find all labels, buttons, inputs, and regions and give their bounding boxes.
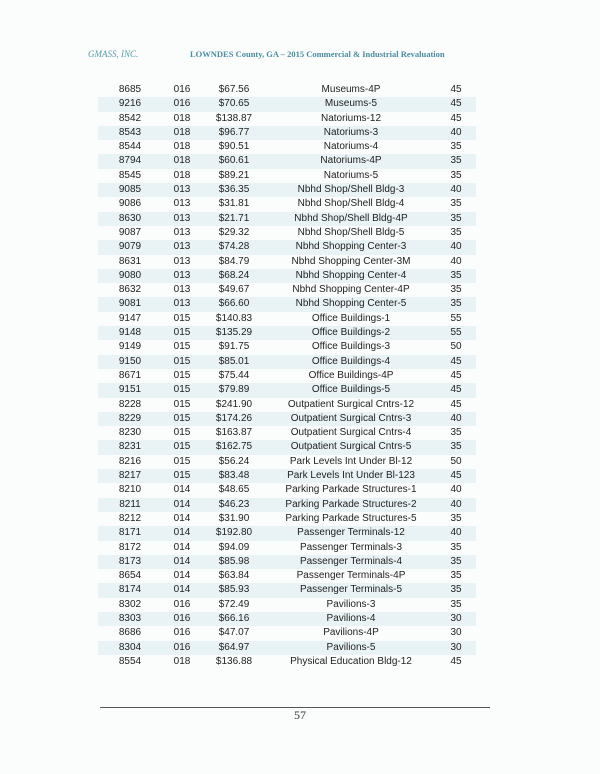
row-id: 8212 — [118, 512, 142, 524]
row-life: 30 — [436, 641, 476, 655]
row-code: 015 — [173, 427, 191, 439]
row-price: $85.93 — [202, 583, 266, 597]
row-description: Nbhd Shop/Shell Bldg-5 — [297, 226, 405, 238]
row-life: 35 — [436, 269, 476, 283]
row-code: 016 — [162, 641, 202, 655]
row-description: Office Buildings-1 — [311, 312, 391, 324]
row-price: $174.26 — [202, 412, 266, 426]
table-row — [98, 626, 476, 640]
row-life: 50 — [450, 341, 462, 353]
table-row — [98, 297, 476, 311]
row-description: Nbhd Shop/Shell Bldg-4P — [266, 212, 436, 226]
row-code: 013 — [162, 183, 202, 197]
table-row — [98, 612, 476, 626]
table-row — [98, 398, 476, 412]
row-id: 9150 — [98, 355, 162, 369]
row-price: $29.32 — [218, 226, 250, 238]
table-row — [98, 255, 476, 269]
table-row — [98, 541, 476, 555]
row-description: Nbhd Shop/Shell Bldg-3 — [266, 183, 436, 197]
table-row — [98, 212, 476, 226]
row-id: 8174 — [98, 583, 162, 597]
row-code: 018 — [173, 112, 191, 124]
row-price: $56.24 — [218, 455, 250, 467]
row-id: 8217 — [98, 469, 162, 483]
row-life: 40 — [436, 240, 476, 254]
row-life: 35 — [450, 427, 462, 439]
row-life: 35 — [450, 169, 462, 181]
row-description: Nbhd Shopping Center-3 — [266, 240, 436, 254]
row-price: $84.79 — [218, 255, 250, 267]
row-price: $49.67 — [218, 284, 250, 296]
row-description: Parking Parkade Structures-1 — [285, 484, 417, 496]
row-code: 018 — [173, 169, 191, 181]
row-life: 30 — [436, 612, 476, 626]
row-life: 45 — [436, 355, 476, 369]
table-row — [98, 555, 476, 569]
table-row — [98, 197, 476, 211]
row-id: 8554 — [118, 655, 142, 667]
row-life: 45 — [436, 469, 476, 483]
row-id: 8211 — [98, 498, 162, 512]
table-row — [98, 226, 476, 240]
row-description: Physical Education Bldg-12 — [290, 655, 412, 667]
row-id: 8172 — [118, 541, 142, 553]
row-id: 9079 — [98, 240, 162, 254]
row-id: 8210 — [118, 484, 142, 496]
row-code: 014 — [162, 583, 202, 597]
table-row — [98, 412, 476, 426]
row-id: 8794 — [98, 154, 162, 168]
row-description: Parking Parkade Structures-2 — [266, 498, 436, 512]
row-id: 8230 — [118, 427, 142, 439]
table-row — [98, 312, 476, 326]
row-id: 8630 — [98, 212, 162, 226]
row-life: 35 — [436, 583, 476, 597]
row-code: 015 — [162, 469, 202, 483]
table-row — [98, 440, 476, 454]
row-life: 35 — [450, 512, 462, 524]
row-life: 40 — [436, 412, 476, 426]
row-price: $46.23 — [202, 498, 266, 512]
row-life: 35 — [450, 284, 462, 296]
row-price: $31.90 — [218, 512, 250, 524]
row-id: 8671 — [118, 369, 142, 381]
row-life: 35 — [450, 570, 462, 582]
row-life: 35 — [450, 541, 462, 553]
row-code: 014 — [173, 512, 191, 524]
row-code: 015 — [173, 455, 191, 467]
row-price: $60.61 — [202, 154, 266, 168]
row-id: 8686 — [118, 627, 142, 639]
row-id: 9147 — [118, 312, 142, 324]
row-code: 018 — [162, 126, 202, 140]
row-description: Natoriums-12 — [320, 112, 382, 124]
table-row — [98, 483, 476, 497]
row-code: 016 — [173, 598, 191, 610]
row-id: 8543 — [98, 126, 162, 140]
row-description: Park Levels Int Under Bl-12 — [289, 455, 413, 467]
row-description: Nbhd Shopping Center-4P — [292, 284, 410, 296]
row-id: 8632 — [118, 284, 142, 296]
row-description: Museums-4P — [321, 84, 381, 95]
row-id: 9080 — [98, 269, 162, 283]
row-description: Nbhd Shop/Shell Bldg-4 — [297, 198, 405, 210]
row-id: 8654 — [118, 570, 142, 582]
table-row — [98, 369, 476, 383]
page-number: 57 — [294, 708, 306, 722]
row-code: 014 — [162, 555, 202, 569]
row-description: Pavilions-5 — [266, 641, 436, 655]
row-description: Natoriums-5 — [323, 169, 379, 181]
row-price: $66.60 — [202, 297, 266, 311]
row-id: 8171 — [98, 526, 162, 540]
row-code: 014 — [173, 484, 191, 496]
row-code: 015 — [173, 398, 191, 410]
row-life: 35 — [436, 555, 476, 569]
row-description: Passenger Terminals-3 — [299, 541, 403, 553]
row-code: 013 — [162, 240, 202, 254]
row-id: 8228 — [118, 398, 142, 410]
row-description: Outpatient Surgical Cntrs-5 — [266, 440, 436, 454]
row-description: Outpatient Surgical Cntrs-3 — [266, 412, 436, 426]
table-row — [98, 469, 476, 483]
row-life: 45 — [450, 655, 462, 667]
row-life: 45 — [450, 369, 462, 381]
row-price: $36.35 — [202, 183, 266, 197]
row-code: 014 — [162, 526, 202, 540]
row-price: $79.89 — [202, 383, 266, 397]
row-id: 8302 — [118, 598, 142, 610]
row-code: 018 — [173, 141, 191, 153]
table-row — [98, 355, 476, 369]
table-row — [98, 512, 476, 526]
row-code: 013 — [173, 255, 191, 267]
table-row — [98, 426, 476, 440]
row-price: $74.28 — [202, 240, 266, 254]
row-life: 30 — [450, 627, 462, 639]
row-life: 35 — [450, 598, 462, 610]
table-row — [98, 326, 476, 340]
row-description: Nbhd Shopping Center-3M — [291, 255, 411, 267]
row-description: Parking Parkade Structures-5 — [285, 512, 417, 524]
row-code: 015 — [173, 369, 191, 381]
row-code: 015 — [162, 326, 202, 340]
row-description: Pavilions-3 — [326, 598, 376, 610]
row-life: 45 — [450, 398, 462, 410]
row-price: $83.48 — [202, 469, 266, 483]
row-price: $48.65 — [218, 484, 250, 496]
row-id: 9081 — [98, 297, 162, 311]
row-price: $136.88 — [215, 655, 253, 667]
row-id: 8231 — [98, 440, 162, 454]
row-id: 8304 — [98, 641, 162, 655]
row-id: 9149 — [118, 341, 142, 353]
row-life: 35 — [450, 141, 462, 153]
table-row — [98, 283, 476, 297]
table-row — [98, 112, 476, 126]
row-price: $75.44 — [218, 369, 250, 381]
row-description: Park Levels Int Under Bl-123 — [266, 469, 436, 483]
table-row — [98, 154, 476, 168]
row-description: Nbhd Shopping Center-5 — [266, 297, 436, 311]
row-life: 40 — [450, 255, 462, 267]
row-life: 45 — [450, 84, 462, 95]
row-description: Office Buildings-4P — [308, 369, 394, 381]
row-id: 9148 — [98, 326, 162, 340]
row-code: 013 — [173, 284, 191, 296]
table-row — [98, 641, 476, 655]
row-price: $70.65 — [202, 97, 266, 111]
row-price: $68.24 — [202, 269, 266, 283]
row-price: $85.01 — [202, 355, 266, 369]
row-id: 8216 — [118, 455, 142, 467]
row-code: 016 — [162, 97, 202, 111]
document-title: LOWNDES County, GA – 2015 Commercial & Industrial Revaluation — [190, 49, 445, 59]
table-row — [98, 169, 476, 183]
row-code: 016 — [173, 84, 191, 95]
table-row — [98, 498, 476, 512]
row-code: 013 — [173, 198, 191, 210]
row-life: 45 — [436, 383, 476, 397]
row-id: 8631 — [118, 255, 142, 267]
table-row — [98, 83, 476, 97]
row-id: 9086 — [118, 198, 142, 210]
row-price: $90.51 — [218, 141, 250, 153]
row-life: 40 — [436, 526, 476, 540]
table-row — [98, 240, 476, 254]
row-description: Nbhd Shopping Center-4 — [266, 269, 436, 283]
row-id: 9151 — [98, 383, 162, 397]
row-life: 45 — [450, 112, 462, 124]
row-description: Pavilions-4P — [323, 627, 379, 639]
row-code: 014 — [173, 570, 191, 582]
row-price: $31.81 — [218, 198, 250, 210]
row-code: 015 — [162, 355, 202, 369]
row-price: $241.90 — [215, 398, 253, 410]
row-price: $72.49 — [218, 598, 250, 610]
row-price: $21.71 — [202, 212, 266, 226]
row-code: 013 — [162, 269, 202, 283]
row-description: Natoriums-4 — [323, 141, 379, 153]
row-id: 8229 — [98, 412, 162, 426]
table-row — [98, 526, 476, 540]
row-price: $91.75 — [218, 341, 250, 353]
table-row — [98, 126, 476, 140]
row-price: $138.87 — [215, 112, 253, 124]
row-description: Natoriums-3 — [266, 126, 436, 140]
row-price: $96.77 — [202, 126, 266, 140]
row-code: 013 — [162, 212, 202, 226]
row-description: Passenger Terminals-5 — [266, 583, 436, 597]
company-name: GMASS, INC. — [88, 49, 139, 59]
row-code: 015 — [162, 383, 202, 397]
row-id: 9087 — [118, 226, 142, 238]
row-description: Passenger Terminals-4 — [266, 555, 436, 569]
row-life: 35 — [436, 440, 476, 454]
table-row — [98, 598, 476, 612]
row-life: 35 — [436, 212, 476, 226]
row-code: 016 — [173, 627, 191, 639]
table-row — [98, 97, 476, 111]
row-id: 8685 — [118, 84, 142, 95]
row-code: 015 — [162, 412, 202, 426]
row-id: 9085 — [98, 183, 162, 197]
row-description: Passenger Terminals-12 — [266, 526, 436, 540]
row-life: 40 — [436, 183, 476, 197]
row-life: 35 — [450, 226, 462, 238]
cost-table — [98, 83, 476, 669]
row-code: 013 — [173, 226, 191, 238]
row-price: $63.84 — [218, 570, 250, 582]
table-row — [98, 269, 476, 283]
row-id: 8542 — [118, 112, 142, 124]
table-row — [98, 340, 476, 354]
row-code: 014 — [162, 498, 202, 512]
row-code: 015 — [162, 440, 202, 454]
row-life: 45 — [436, 97, 476, 111]
table-row — [98, 455, 476, 469]
row-code: 018 — [173, 655, 191, 667]
table-row — [98, 383, 476, 397]
table-row — [98, 569, 476, 583]
row-price: $192.80 — [202, 526, 266, 540]
table-row — [98, 583, 476, 597]
row-life: 40 — [436, 498, 476, 512]
row-description: Office Buildings-5 — [266, 383, 436, 397]
row-description: Pavilions-4 — [266, 612, 436, 626]
row-id: 8173 — [98, 555, 162, 569]
row-price: $66.16 — [202, 612, 266, 626]
row-price: $163.87 — [215, 427, 253, 439]
row-price: $140.83 — [215, 312, 253, 324]
row-life: 55 — [450, 312, 462, 324]
row-id: 9216 — [98, 97, 162, 111]
table-row — [98, 183, 476, 197]
row-description: Outpatient Surgical Cntrs-12 — [287, 398, 415, 410]
row-id: 8303 — [98, 612, 162, 626]
row-description: Outpatient Surgical Cntrs-4 — [290, 427, 412, 439]
row-code: 018 — [162, 154, 202, 168]
table-row — [98, 655, 476, 669]
row-price: $89.21 — [218, 169, 250, 181]
row-price: $85.98 — [202, 555, 266, 569]
row-life: 35 — [450, 198, 462, 210]
row-description: Office Buildings-4 — [266, 355, 436, 369]
row-life: 55 — [436, 326, 476, 340]
row-id: 8545 — [118, 169, 142, 181]
row-life: 35 — [436, 154, 476, 168]
row-price: $47.07 — [218, 627, 250, 639]
row-life: 40 — [450, 484, 462, 496]
row-description: Passenger Terminals-4P — [296, 570, 406, 582]
row-price: $64.97 — [202, 641, 266, 655]
row-description: Natoriums-4P — [266, 154, 436, 168]
row-code: 015 — [173, 312, 191, 324]
row-description: Museums-5 — [266, 97, 436, 111]
row-code: 016 — [162, 612, 202, 626]
row-price: $67.56 — [218, 84, 250, 95]
row-code: 015 — [173, 341, 191, 353]
row-price: $135.29 — [202, 326, 266, 340]
row-description: Office Buildings-3 — [311, 341, 391, 353]
table-row — [98, 140, 476, 154]
row-code: 014 — [173, 541, 191, 553]
row-id: 8544 — [118, 141, 142, 153]
row-description: Office Buildings-2 — [266, 326, 436, 340]
row-code: 013 — [162, 297, 202, 311]
row-life: 40 — [436, 126, 476, 140]
row-life: 50 — [450, 455, 462, 467]
row-price: $162.75 — [202, 440, 266, 454]
row-price: $94.09 — [218, 541, 250, 553]
row-life: 35 — [436, 297, 476, 311]
